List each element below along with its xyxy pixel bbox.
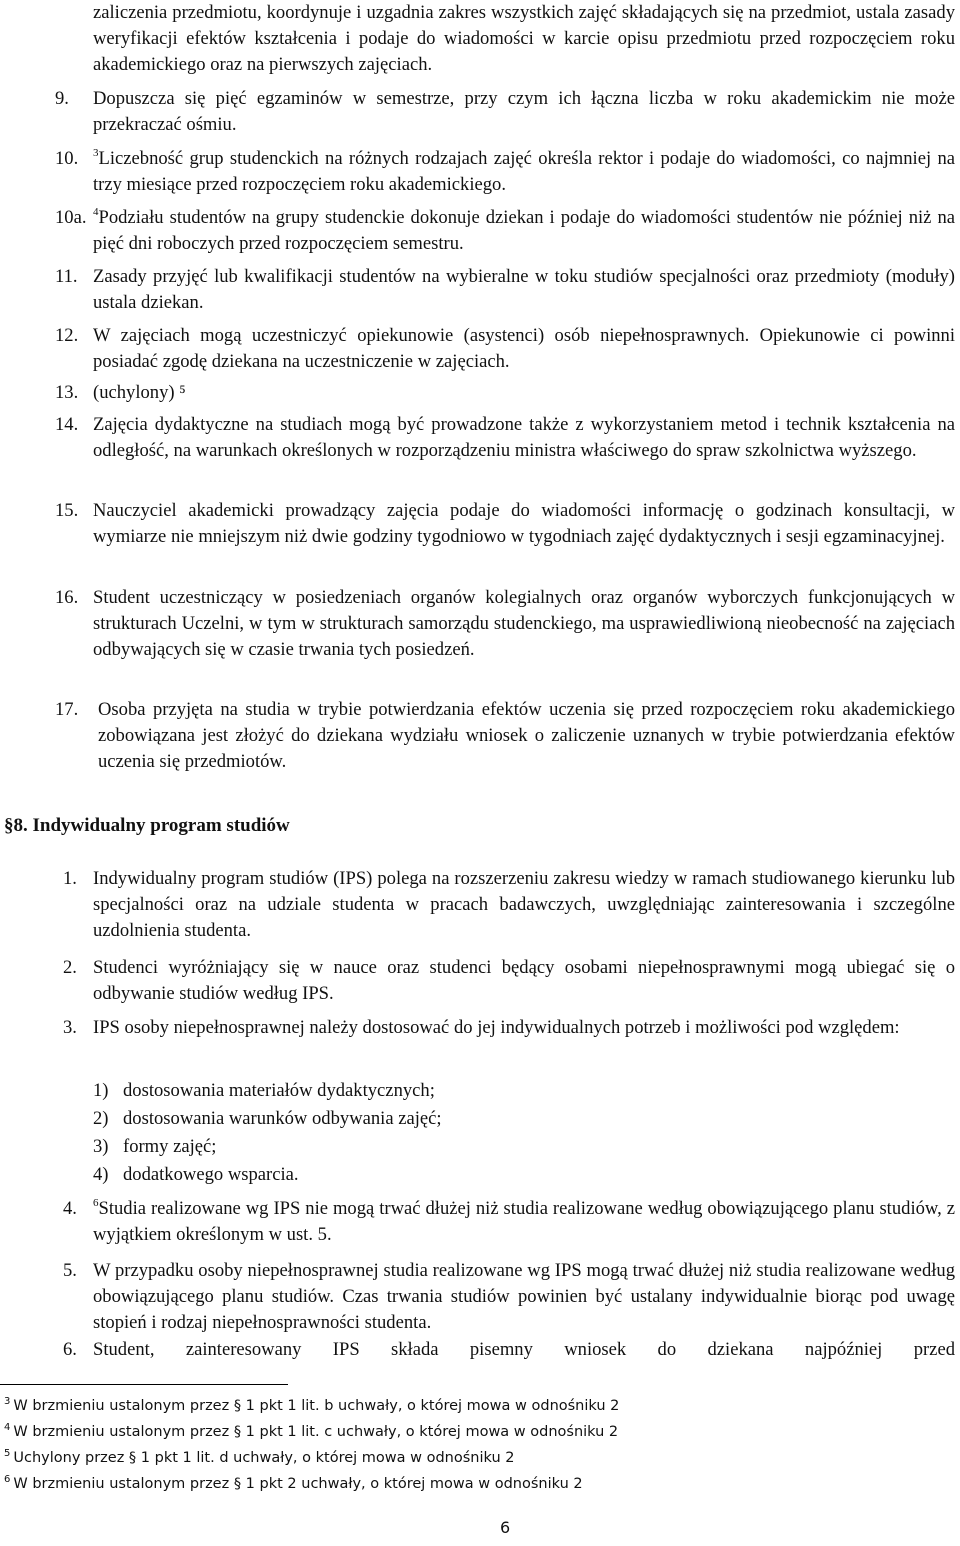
item-text: Dopuszcza się pięć egzaminów w semestrze, przy czym ich łączna liczba w roku akademickim nie może przekraczać ośmiu. [93, 88, 955, 135]
continuation-paragraph: zaliczenia przedmiotu, koordynuje i uzgadnia zakres wszystkich zajęć składających się na przedmiot, ustala zasady weryfikacji efektów kształcenia i podaje do wiadomości w karcie opisu przedmiotu przed rozpoczęciem roku akademickiego oraz na pierwszych zajęciach. [93, 2, 955, 75]
item-number: 9. [55, 88, 69, 109]
list-item-16 [55, 585, 955, 663]
footnote-ref: 4 [93, 206, 99, 218]
footnote-number: 3 [4, 1396, 11, 1407]
footnote-separator [0, 1384, 288, 1385]
section-item-5 [55, 1258, 955, 1336]
item-text: Studia realizowane wg IPS nie mogą trwać dłużej niż studia realizowane według obowiązującego planu studiów, z wyjątkiem określonym w ust. 5. [93, 1198, 955, 1245]
footnote-text: W brzmieniu ustalonym przez § 1 pkt 2 uchwały, o której mowa w odnośniku 2 [13, 1476, 583, 1492]
section-item-3 [55, 1015, 955, 1041]
list-item-13 [55, 380, 955, 406]
item-text: W przypadku osoby niepełnosprawnej studia realizowane wg IPS mogą trwać dłużej niż studia realizowane według obowiązującego planu studiów. Czas trwania studiów powinien być ustalany indywidualnie biorąc pod uwagę stopień i rodzaj niepełnosprawności studenta. [93, 1260, 955, 1333]
item-number: 17. [55, 699, 79, 720]
item-text: Podziału studentów na grupy studenckie dokonuje dziekan i podaje do wiadomości studentów nie później niż na pięć dni roboczych przed rozpoczęciem semestru. [93, 207, 955, 254]
subitem-3 [93, 1134, 216, 1160]
item-number: 10a. [55, 207, 87, 228]
subitem-number: 2) [93, 1108, 109, 1129]
item-number: 13. [55, 382, 79, 403]
list-item-17 [55, 697, 955, 775]
footnote-text: W brzmieniu ustalonym przez § 1 pkt 1 lit. b uchwały, o której mowa w odnośniku 2 [13, 1398, 620, 1414]
list-item-15 [55, 498, 955, 550]
footnote-3 [4, 1396, 619, 1416]
subitem-2 [93, 1106, 442, 1132]
item-text: IPS osoby niepełnosprawnej należy dostosować do jej indywidualnych potrzeb i możliwości pod względem: [93, 1017, 900, 1038]
list-item-11 [55, 264, 955, 316]
footnote-4 [4, 1422, 618, 1442]
item-text: Zajęcia dydaktyczne na studiach mogą być prowadzone także z wykorzystaniem metod i technik kształcenia na odległość, na warunkach określonych w rozporządzeniu ministra właściwego do spraw szkolnictwa wyższego. [93, 414, 955, 461]
item-text: Liczebność grup studenckich na różnych rodzajach zajęć określa rektor i podaje do wiadomości, co najmniej na trzy miesiące przed rozpoczęciem roku akademickiego. [93, 148, 955, 195]
list-item-10a [55, 205, 955, 257]
subitem-text: dodatkowego wsparcia. [123, 1164, 299, 1185]
item-text: (uchylony) ⁵ [93, 382, 186, 403]
item-text: W zajęciach mogą uczestniczyć opiekunowie (asystenci) osób niepełnosprawnych. Opiekunowie ci powinni posiadać zgodę dziekana na uczestniczenie w zajęciach. [93, 325, 955, 372]
item-number: 3. [63, 1017, 77, 1038]
item-number: 16. [55, 587, 79, 608]
item-text: Zasady przyjęć lub kwalifikacji studentów na wybieralne w toku studiów specjalności oraz przedmioty (moduły) ustala dziekan. [93, 266, 955, 313]
subitem-number: 1) [93, 1080, 109, 1101]
footnote-text: Uchylony przez § 1 pkt 1 lit. d uchwały, o której mowa w odnośniku 2 [13, 1450, 515, 1466]
section-item-2 [55, 955, 955, 1007]
subitem-text: dostosowania warunków odbywania zajęć; [123, 1108, 442, 1129]
section-heading: §8. Indywidualny program studiów [4, 815, 290, 836]
item-number: 11. [55, 266, 78, 287]
subitem-number: 4) [93, 1164, 109, 1185]
item-number: 10. [55, 148, 79, 169]
section-item-6 [55, 1337, 955, 1363]
item-number: 2. [63, 957, 77, 978]
item-text: Student uczestniczący w posiedzeniach organów kolegialnych oraz organów wyborczych funkcjonujących w strukturach Uczelni, w tym w strukturach samorządu studenckiego, ma usprawiedliwioną nieobecność na zajęciach odbywających się w czasie trwania tych posiedzeń. [93, 587, 955, 660]
subitem-4 [93, 1162, 299, 1188]
footnote-number: 6 [4, 1474, 11, 1485]
item-number: 15. [55, 500, 79, 521]
subitem-text: dostosowania materiałów dydaktycznych; [123, 1080, 435, 1101]
subitem-1 [93, 1078, 435, 1104]
footnote-text: W brzmieniu ustalonym przez § 1 pkt 1 lit. c uchwały, o której mowa w odnośniku 2 [13, 1424, 619, 1440]
footnote-ref: 6 [93, 1197, 99, 1209]
item-number: 12. [55, 325, 79, 346]
list-item-10 [55, 146, 955, 198]
footnote-ref: 3 [93, 147, 99, 159]
item-text: Indywidualny program studiów (IPS) polega na rozszerzeniu zakresu wiedzy w ramach studiowanego kierunku lub specjalności oraz na udziale studenta w pracach badawczych, uwzględniając zainteresowania i szczególne uzdolnienia studenta. [93, 868, 955, 941]
subitem-text: formy zajęć; [123, 1136, 217, 1157]
item-number: 4. [63, 1198, 77, 1219]
item-text: Student, zainteresowany IPS składa pisemny wniosek do dziekana najpóźniej przed [93, 1339, 955, 1360]
item-text: Osoba przyjęta na studia w trybie potwierdzania efektów uczenia się przed rozpoczęciem roku akademickiego zobowiązana jest złożyć do dziekana wydziału wniosek o zaliczenie uznanych w trybie potwierdzania efektów uczenia się przedmiotów. [98, 699, 955, 772]
item-number: 14. [55, 414, 79, 435]
footnote-number: 4 [4, 1422, 11, 1433]
item-number: 5. [63, 1260, 77, 1281]
list-item-12 [55, 323, 955, 375]
item-text: Nauczyciel akademicki prowadzący zajęcia podaje do wiadomości informację o godzinach konsultacji, w wymiarze nie mniejszym niż dwie godziny tygodniowo w tygodniach zajęć dydaktycznych i sesji egzaminacyjnej. [93, 500, 955, 547]
subitem-number: 3) [93, 1136, 109, 1157]
list-item-9 [55, 86, 955, 138]
item-number: 6. [63, 1339, 77, 1360]
page-number: 6 [500, 1518, 511, 1537]
item-number: 1. [63, 868, 77, 889]
section-item-4 [55, 1196, 955, 1248]
footnote-number: 5 [4, 1448, 11, 1459]
footnote-6 [4, 1474, 583, 1494]
section-item-1 [55, 866, 955, 944]
item-text: Studenci wyróżniający się w nauce oraz studenci będący osobami niepełnosprawnymi mogą ubiegać się o odbywanie studiów według IPS. [93, 957, 955, 1004]
list-item-14 [55, 412, 955, 464]
footnote-5 [4, 1448, 514, 1468]
